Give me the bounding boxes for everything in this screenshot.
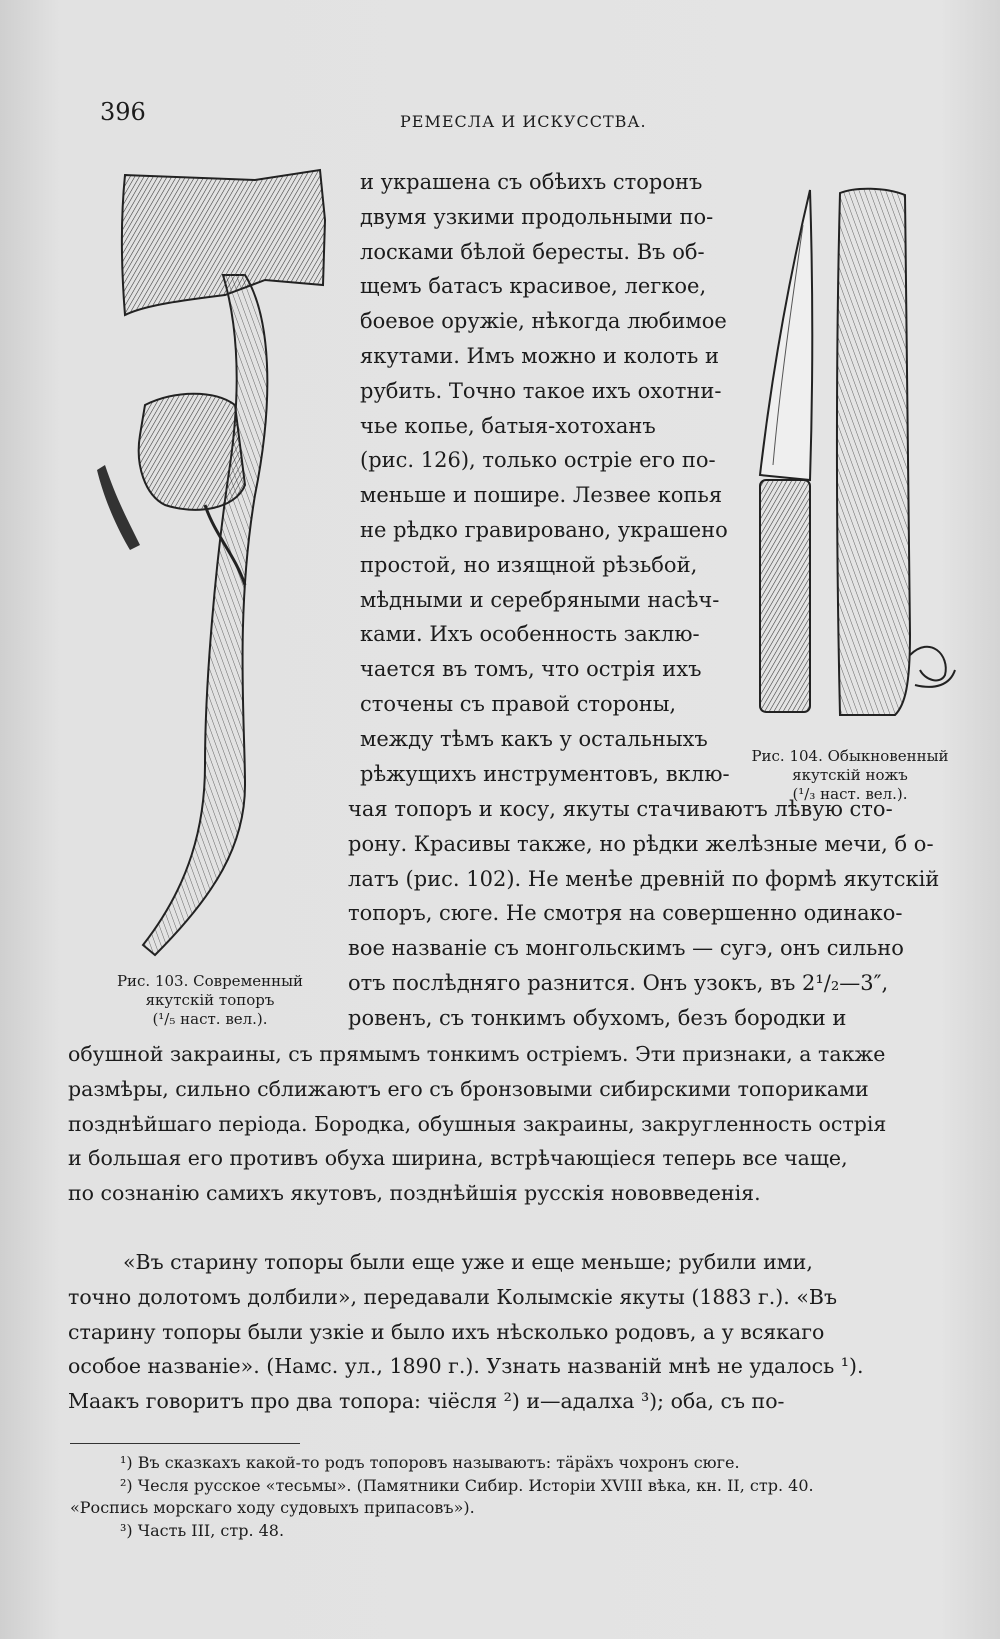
- text-line: и украшена съ обѣихъ сторонъ: [360, 170, 703, 194]
- text-line: мѣдными и серебряными насѣч-: [360, 587, 720, 612]
- caption-line: якутскій ножъ: [792, 765, 908, 784]
- running-head: РЕМЕСЛА И ИСКУССТВА.: [400, 112, 647, 131]
- axe-caption: [90, 972, 330, 1028]
- text-line: рубить. Точно такое ихъ охотни-: [360, 378, 722, 403]
- text-line: меньше и пошире. Лезвее копья: [360, 483, 723, 508]
- text-line: рѣжущихъ инструментовъ, вклю-: [360, 761, 730, 786]
- text-line: (рис. 126), только остріе его по-: [360, 448, 716, 473]
- text-line: боевое оружіе, нѣкогда любимое: [360, 309, 727, 334]
- caption-line: (¹/₃ наст. вел.).: [792, 784, 908, 803]
- text-line: особое названіе». (Намс. ул., 1890 г.). Узнать названій мнѣ не удалось ¹).: [68, 1354, 864, 1379]
- knife-and-sheath-illustration-icon: [745, 185, 985, 730]
- caption-line: (¹/₅ наст. вел.).: [152, 1009, 268, 1028]
- footnote: ²) Чесля русское «тесьмы». (Памятники Сибир. Исторіи XVIII вѣка, кн. II, стр. 40.: [120, 1475, 814, 1495]
- text-line: чается въ томъ, что острія ихъ: [360, 657, 702, 682]
- page-number: 396: [100, 98, 146, 126]
- footnote-rule: [70, 1443, 300, 1444]
- footnotes: [70, 1452, 910, 1542]
- text-line: не рѣдко гравировано, украшено: [360, 517, 728, 542]
- caption-line: Рис. 104. Обыкновенный: [751, 747, 949, 765]
- text-line: между тѣмъ какъ у остальныхъ: [360, 726, 708, 751]
- text-line: вое названіе съ монгольскимъ — сугэ, онъ сильно: [348, 936, 904, 961]
- caption-line: Рис. 103. Современный: [116, 972, 304, 990]
- text-line: ровенъ, съ тонкимъ обухомъ, безъ бородки и: [348, 1005, 847, 1030]
- text-line: по сознанію самихъ якутовъ, позднѣйшія русскія нововведенія.: [68, 1181, 761, 1206]
- body-text-full-2: [68, 1245, 938, 1419]
- footnote: ¹) Въ сказкахъ какой-то родъ топоровъ называютъ: тäрäхъ чохронъ сюге.: [120, 1453, 740, 1472]
- footnote: «Роспись морскаго ходу судовыхъ припасовъ»).: [70, 1498, 475, 1517]
- text-line: обушной закраины, съ прямымъ тонкимъ остріемъ. Эти признаки, а также: [68, 1042, 886, 1066]
- body-text-mid: [348, 792, 940, 1036]
- axe-illustration-icon: [95, 165, 345, 965]
- footnote: ³) Часть III, стр. 48.: [120, 1520, 285, 1540]
- text-line: позднѣйшаго періода. Бородка, обушныя закраины, закругленность острія: [68, 1111, 887, 1136]
- text-line: точно долотомъ долбили», передавали Колымскіе якуты (1883 г.). «Въ: [68, 1284, 837, 1309]
- text-line: латъ (рис. 102). Не менѣе древній по формѣ якутскій: [348, 866, 940, 891]
- text-line: рону. Красивы также, но рѣдки желѣзные мечи, б о-: [348, 831, 934, 856]
- text-line: размѣры, сильно сближаютъ его съ бронзовыми сибирскими топориками: [68, 1076, 869, 1101]
- text-line: Маакъ говоритъ про два топора: чіёсля ²) и—адалха ³); оба, съ по-: [68, 1389, 785, 1414]
- text-line: «Въ старину топоры были еще уже и еще меньше; рубили ими,: [123, 1250, 813, 1274]
- text-line: чая топоръ и косу, якуты стачиваютъ лѣвую сто-: [348, 797, 893, 821]
- text-line: якутами. Имъ можно и колоть и: [360, 343, 719, 368]
- text-line: и большая его противъ обуха ширина, встрѣчающіеся теперь все чаще,: [68, 1146, 848, 1171]
- text-line: щемъ батасъ красивое, легкое,: [360, 274, 707, 299]
- text-line: двумя узкими продольными по-: [360, 204, 714, 229]
- body-text-full-1: [68, 1037, 938, 1211]
- text-line: топоръ, сюге. Не смотря на совершенно одинако-: [348, 901, 903, 926]
- body-text-narrow: [360, 165, 740, 791]
- caption-line: якутскій топоръ: [145, 990, 275, 1009]
- text-line: простой, но изящной рѣзьбой,: [360, 552, 698, 577]
- text-line: чье копье, батыя-хотоханъ: [360, 413, 656, 438]
- text-line: старину топоры были узкіе и было ихъ нѣсколько родовъ, а у всякаго: [68, 1319, 825, 1344]
- text-line: отъ послѣдняго разнится. Онъ узокъ, въ 2¹/₂—3″,: [348, 970, 889, 995]
- text-line: сточены съ правой стороны,: [360, 691, 677, 716]
- text-line: ками. Ихъ особенность заклю-: [360, 622, 700, 647]
- text-line: лосками бѣлой бересты. Въ об-: [360, 239, 705, 264]
